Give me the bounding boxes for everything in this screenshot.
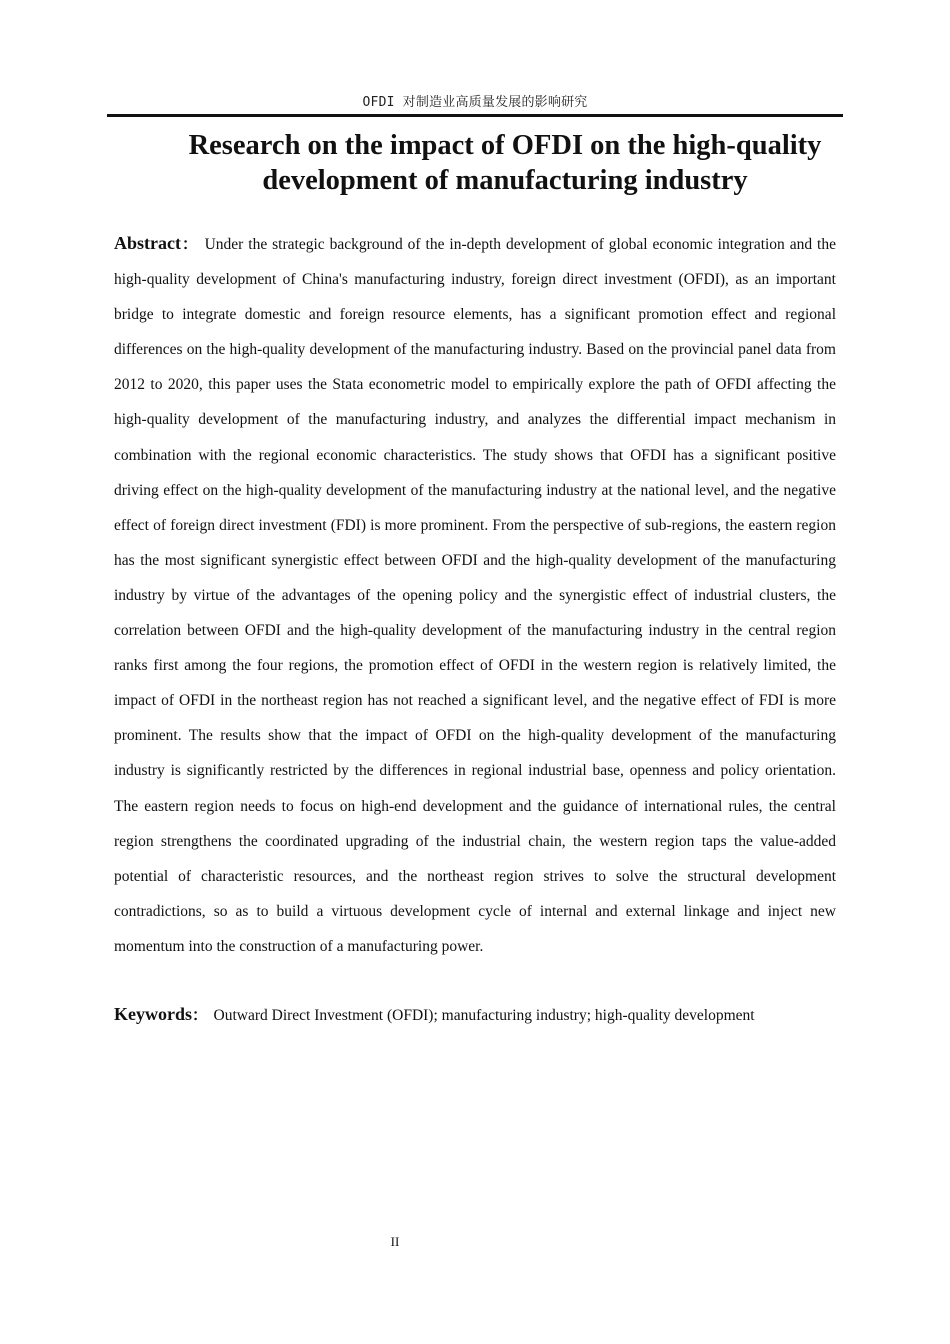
abstract-label: Abstract <box>114 233 181 253</box>
abstract-colon: ： <box>180 236 199 253</box>
keywords-colon: ： <box>192 1007 208 1024</box>
running-header: OFDI 对制造业高质量发展的影响研究 <box>362 95 588 110</box>
header-rule <box>107 114 843 117</box>
keywords-paragraph <box>114 999 836 1031</box>
keywords-text: Outward Direct Investment (OFDI); manufacturing industry; high-quality development <box>213 1007 755 1024</box>
keywords-label: Keywords <box>114 1004 192 1024</box>
paper-title-line-2: development of manufacturing industry <box>262 165 748 196</box>
paper-title-line-1: Research on the impact of OFDI on the high-quality <box>188 130 822 161</box>
paper-title <box>160 128 850 198</box>
abstract-text: Under the strategic background of the in-depth development of global economic integration and the high-quality development of China's manufacturing industry, foreign direct investment (OFDI), as an important bridge to integrate domestic and foreign resource elements, has a significant promotion effect and regional differences on the high-quality development of the manufacturing industry. Based on the provincial panel data from 2012 to 2020, this paper uses the Stata econometric model to empirically explore the path of OFDI affecting the high-quality development of the manufacturing industry, and analyzes the differential impact mechanism in combination with the regional economic characteristics. The study shows that OFDI has a significant positive driving effect on the high-quality development of the manufacturing industry at the national level, and the negative effect of foreign direct investment (FDI) is more prominent. From the perspective of sub-regions, the eastern region has the most significant synergistic effect between OFDI and the high-quality development of the manufacturing industry by virtue of the advantages of the opening policy and the synergistic effect of industrial clusters, the correlation between OFDI and the high-quality development of the manufacturing industry in the central region ranks first among the four regions, the promotion effect of OFDI in the western region is relatively limited, the impact of OFDI in the northeast region has not reached a significant level, and the negative effect of FDI is more prominent. The results show that the impact of OFDI on the high-quality development of the manufacturing industry is significantly restricted by the differences in regional industrial base, openness and policy orientation. The eastern region needs to focus on high-end development and the guidance of international rules, the central region strengthens the coordinated upgrading of the industrial chain, the western region taps the value-added potential of characteristic resources, and the northeast region strives to solve the structural development contradictions, so as to build a virtuous development cycle of internal and external linkage and inject new momentum into the construction of a manufacturing power. <box>114 236 836 955</box>
page-number: II <box>390 1234 400 1249</box>
abstract-paragraph <box>114 226 836 964</box>
